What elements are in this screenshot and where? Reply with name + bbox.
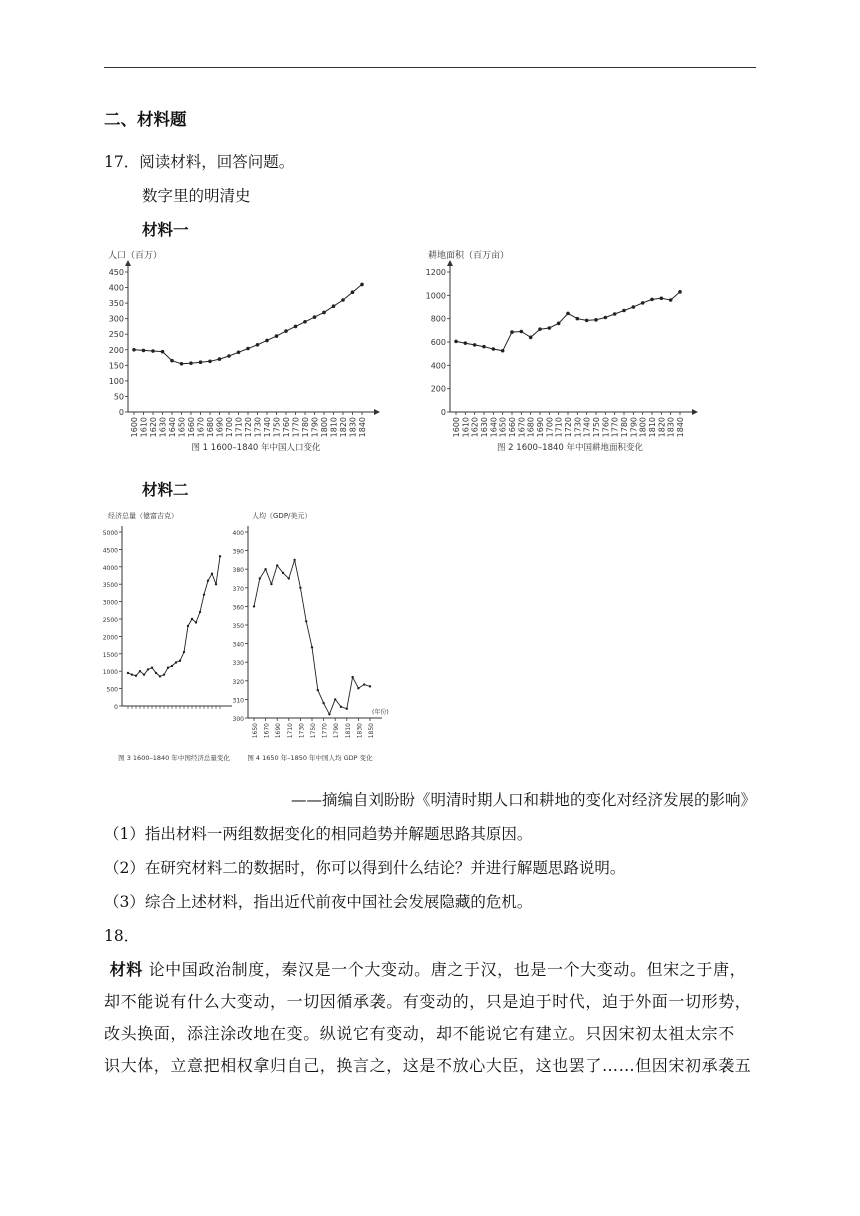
- data-point: [529, 336, 533, 340]
- data-point: [594, 318, 598, 322]
- x-tick-label: 1750: [272, 417, 282, 438]
- y-tick-label: 380: [232, 567, 244, 575]
- x-tick-label: 1780: [620, 417, 629, 438]
- y-tick-label: 3000: [102, 599, 118, 607]
- series-line: [456, 292, 680, 351]
- data-point: [135, 675, 137, 677]
- data-point: [183, 651, 185, 653]
- x-tick-label: 1660: [508, 417, 517, 438]
- y-axis-label: 耕地面积（百万亩）: [428, 251, 510, 261]
- x-tick-label: 1800: [638, 417, 648, 438]
- x-tick-label: 1700: [225, 417, 234, 438]
- y-tick-label: 360: [232, 604, 244, 612]
- y-tick-label: 1500: [102, 651, 118, 659]
- data-point: [175, 661, 177, 663]
- x-tick-label: 1770: [291, 417, 301, 438]
- data-point: [334, 698, 336, 700]
- chart-title: 图 4 1650 年–1850 年中国人均 GDP 变化: [247, 754, 373, 762]
- y-tick-label: 0: [118, 408, 124, 417]
- data-point: [322, 702, 324, 704]
- x-tick-label: 1650: [498, 417, 508, 438]
- x-tick-label: 1740: [263, 417, 272, 438]
- data-point: [282, 572, 284, 574]
- x-tick-label: 1720: [564, 417, 573, 438]
- x-axis-arrow: [692, 409, 698, 415]
- x-tick-label: 1750: [310, 723, 317, 739]
- chart-gdp-per-capita: [232, 512, 389, 768]
- question-18-material: [104, 954, 760, 1082]
- x-tick-label: 1600: [130, 417, 139, 438]
- x-tick-label: 1850: [368, 723, 375, 739]
- data-point: [132, 348, 136, 352]
- y-tick-label: 5000: [102, 530, 118, 537]
- y-tick-label: 310: [232, 697, 244, 705]
- material-line: 识大体，立意把相权拿归自己，换言之，这是不放心大臣，这也罢了……但因宋初承袭五: [104, 1056, 752, 1075]
- x-tick-label: 1780: [301, 417, 310, 438]
- x-tick-label: 1620: [470, 417, 480, 438]
- data-point: [357, 687, 359, 689]
- data-point: [203, 593, 205, 595]
- data-point: [246, 347, 250, 351]
- data-point: [218, 357, 222, 361]
- data-point: [276, 564, 278, 566]
- x-tick-label: 1690: [275, 723, 283, 739]
- data-point: [313, 315, 317, 319]
- data-point: [369, 685, 371, 687]
- x-tick-label: 1680: [526, 417, 536, 438]
- data-point: [492, 347, 496, 351]
- data-point: [131, 673, 133, 675]
- data-point: [566, 312, 570, 316]
- header-rule: [104, 67, 756, 68]
- section-title: 二、材料题: [104, 110, 187, 129]
- x-tick-label: 1810: [329, 417, 339, 438]
- x-tick-label: 1670: [196, 417, 206, 438]
- question-17-subtitle: 数字里的明清史: [142, 187, 251, 205]
- data-point: [328, 713, 330, 715]
- data-point: [151, 667, 153, 669]
- y-tick-label: 150: [108, 361, 124, 371]
- chart-population: [106, 250, 396, 460]
- data-point: [159, 675, 161, 677]
- y-tick-label: 2000: [102, 634, 118, 642]
- y-tick-label: 200: [430, 384, 446, 394]
- y-tick-label: 400: [430, 361, 446, 371]
- y-tick-label: 1000: [102, 669, 118, 677]
- data-point: [163, 673, 165, 675]
- data-point: [678, 290, 682, 294]
- data-point: [167, 667, 169, 669]
- data-point: [538, 327, 542, 331]
- y-tick-label: 0: [114, 704, 118, 711]
- x-axis-arrow: [374, 409, 380, 415]
- material-line: 却不能说有什么大变动，一切因循承袭。有变动的，只是迫于时代，迫于外面一切形势，: [104, 992, 752, 1011]
- chart-farmland: [420, 250, 710, 460]
- y-tick-label: 3500: [102, 582, 118, 590]
- x-tick-label: 1640: [168, 417, 177, 438]
- data-point: [187, 625, 189, 627]
- data-point: [270, 583, 272, 585]
- data-point: [482, 345, 486, 349]
- data-point: [219, 555, 221, 557]
- data-point: [632, 305, 636, 309]
- x-tick-label: 1790: [333, 723, 341, 739]
- data-point: [585, 319, 589, 323]
- x-tick-label: 1820: [657, 417, 667, 438]
- y-tick-label: 600: [430, 338, 446, 347]
- material-line: 改头换面，添注涂改地在变。纵说它有变动，却不能说它有建立。只因宋初太祖太宗不: [104, 1024, 735, 1043]
- data-point: [510, 330, 514, 334]
- y-tick-label: 1200: [425, 268, 446, 277]
- x-tick-label: 1810: [648, 417, 657, 438]
- data-point: [548, 326, 552, 330]
- x-tick-label: 1650: [177, 417, 187, 438]
- y-tick-label: 390: [232, 548, 244, 556]
- x-tick-label: 1730: [253, 417, 263, 438]
- data-point: [253, 605, 255, 607]
- data-point: [211, 573, 213, 575]
- x-tick-label: 1610: [461, 417, 471, 438]
- chart-title: 图 1 1600–1840 年中国人口变化: [191, 443, 321, 453]
- data-point: [143, 673, 145, 675]
- data-point: [669, 298, 673, 302]
- y-tick-label: 320: [232, 678, 244, 686]
- data-point: [557, 322, 561, 326]
- data-point: [199, 360, 203, 364]
- x-tick-label: 1760: [282, 417, 291, 438]
- x-tick-label: 1700: [545, 417, 555, 438]
- x-axis-label: (年份): [372, 709, 389, 716]
- data-point: [189, 361, 193, 365]
- x-tick-label: 1790: [310, 417, 320, 438]
- data-point: [363, 683, 365, 685]
- x-tick-label: 1710: [234, 417, 244, 438]
- x-tick-label: 1810: [344, 723, 352, 739]
- data-point: [660, 296, 664, 300]
- data-point: [501, 349, 505, 353]
- question-18-number: 18．: [104, 927, 140, 945]
- data-point: [454, 340, 458, 344]
- data-point: [604, 316, 608, 320]
- y-axis-label: 经济总量（億富吉克）: [108, 512, 178, 520]
- data-point: [155, 672, 157, 674]
- material-source: ——摘编自刘盼盼《明清时期人口和耕地的变化对经济发展的影响》: [290, 791, 756, 809]
- chart-economy: [102, 512, 238, 768]
- y-tick-label: 500: [106, 686, 118, 694]
- data-point: [171, 665, 173, 667]
- x-tick-label: 1630: [158, 417, 168, 438]
- data-point: [473, 343, 477, 347]
- data-point: [613, 312, 617, 316]
- data-point: [170, 359, 174, 363]
- data-point: [256, 343, 260, 347]
- x-tick-label: 1640: [489, 417, 499, 438]
- data-point: [195, 621, 197, 623]
- question-17-2: （2）在研究材料二的数据时，你可以得到什么结论？并进行解题思路说明。: [104, 859, 626, 877]
- data-point: [199, 611, 201, 613]
- data-point: [641, 301, 645, 305]
- data-point: [303, 320, 307, 324]
- x-tick-label: 1730: [573, 417, 583, 438]
- data-point: [237, 350, 241, 354]
- data-point: [264, 568, 266, 570]
- x-tick-label: 1690: [536, 417, 545, 438]
- data-point: [294, 325, 298, 329]
- x-tick-label: 1830: [666, 417, 676, 438]
- y-tick-label: 300: [108, 314, 124, 324]
- x-tick-label: 1720: [244, 417, 253, 438]
- data-point: [464, 341, 468, 345]
- x-tick-label: 1730: [298, 723, 306, 739]
- y-tick-label: 330: [232, 660, 244, 668]
- y-tick-label: 400: [108, 283, 124, 293]
- x-tick-label: 1600: [452, 417, 461, 438]
- data-point: [259, 577, 261, 579]
- data-point: [650, 298, 654, 302]
- data-point: [275, 334, 279, 338]
- data-point: [341, 298, 345, 302]
- y-tick-label: 2500: [102, 617, 118, 624]
- y-tick-label: 300: [232, 716, 244, 723]
- material-text: 论中国政治制度，秦汉是一个大变动。唐之于汉，也是一个大变动。但宋之于唐，: [148, 960, 747, 979]
- data-point: [340, 706, 342, 708]
- series-line: [134, 284, 362, 363]
- material-line: [104, 954, 760, 986]
- question-17-1: （1）指出材料一两组数据变化的相同趋势并解题思路其原因。: [104, 825, 533, 843]
- data-point: [576, 317, 580, 321]
- material-label: 材料: [109, 960, 143, 979]
- data-point: [622, 309, 626, 313]
- y-tick-label: 350: [108, 299, 124, 309]
- y-tick-label: 1000: [425, 291, 446, 301]
- x-tick-label: 1830: [348, 417, 358, 438]
- question-17-3: （3）综合上述材料，指出近代前夜中国社会发展隐藏的危机。: [104, 893, 533, 911]
- x-tick-label: 1610: [139, 417, 149, 438]
- chart-title: 图 2 1600–1840 年中国耕地面积变化: [496, 443, 644, 453]
- data-point: [265, 339, 269, 343]
- x-tick-label: 1710: [286, 723, 294, 739]
- data-point: [351, 290, 355, 294]
- data-point: [360, 283, 364, 287]
- y-tick-label: 450: [108, 268, 124, 277]
- data-point: [288, 577, 290, 579]
- y-tick-label: 400: [232, 530, 244, 537]
- data-point: [180, 362, 184, 366]
- x-tick-label: 1790: [629, 417, 639, 438]
- material-1-label: 材料一: [142, 220, 189, 239]
- data-point: [346, 708, 348, 710]
- x-tick-label: 1750: [592, 417, 601, 438]
- y-tick-label: 370: [232, 585, 244, 593]
- y-tick-label: 250: [108, 330, 124, 340]
- data-point: [161, 350, 165, 354]
- y-tick-label: 50: [113, 392, 124, 402]
- x-tick-label: 1820: [339, 417, 348, 438]
- y-tick-label: 200: [108, 345, 124, 355]
- data-point: [351, 676, 353, 678]
- y-axis-label: 人均（GDP/美元）: [252, 512, 312, 520]
- x-tick-label: 1710: [554, 417, 564, 438]
- x-tick-label: 1770: [610, 417, 620, 438]
- data-point: [284, 329, 288, 333]
- y-tick-label: 4500: [102, 547, 118, 555]
- data-point: [142, 349, 146, 353]
- data-point: [139, 670, 141, 672]
- data-point: [293, 559, 295, 561]
- data-point: [227, 354, 231, 358]
- x-tick-label: 1690: [215, 417, 225, 438]
- data-point: [305, 620, 307, 622]
- data-point: [151, 349, 155, 353]
- y-tick-label: 4000: [102, 564, 118, 572]
- data-point: [208, 359, 212, 363]
- x-tick-label: 1620: [149, 417, 158, 438]
- data-point: [147, 668, 149, 670]
- series-line: [128, 556, 220, 676]
- x-tick-label: 1830: [356, 723, 364, 739]
- data-point: [317, 689, 319, 691]
- x-tick-label: 1840: [676, 417, 685, 438]
- chart-title: 图 3 1600–1840 年中国经济总量变化: [118, 754, 230, 762]
- data-point: [127, 672, 129, 674]
- y-axis-label: 人口（百万）: [108, 251, 163, 261]
- data-point: [215, 583, 217, 585]
- x-tick-label: 1840: [358, 417, 367, 438]
- x-tick-label: 1680: [206, 417, 215, 438]
- x-tick-label: 1630: [480, 417, 489, 438]
- x-tick-label: 1800: [320, 417, 329, 438]
- x-tick-label: 1770: [321, 723, 329, 739]
- y-tick-label: 800: [430, 314, 446, 324]
- y-tick-label: 350: [232, 623, 244, 630]
- x-tick-label: 1760: [601, 417, 611, 438]
- data-point: [332, 304, 336, 308]
- x-tick-label: 1670: [263, 723, 271, 739]
- x-tick-label: 1660: [187, 417, 196, 438]
- data-point: [207, 580, 209, 582]
- y-tick-label: 100: [108, 376, 124, 386]
- data-point: [191, 618, 193, 620]
- data-point: [322, 311, 326, 315]
- data-point: [299, 587, 301, 589]
- x-tick-label: 1740: [582, 417, 592, 438]
- x-tick-label: 1650: [252, 723, 259, 739]
- data-point: [311, 646, 313, 648]
- data-point: [179, 660, 181, 662]
- x-tick-label: 1670: [517, 417, 527, 438]
- y-tick-label: 0: [440, 408, 446, 417]
- data-point: [520, 330, 524, 334]
- y-tick-label: 340: [232, 641, 244, 649]
- question-17-stem: 17．阅读材料，回答问题。: [104, 153, 295, 171]
- material-2-label: 材料二: [142, 480, 189, 499]
